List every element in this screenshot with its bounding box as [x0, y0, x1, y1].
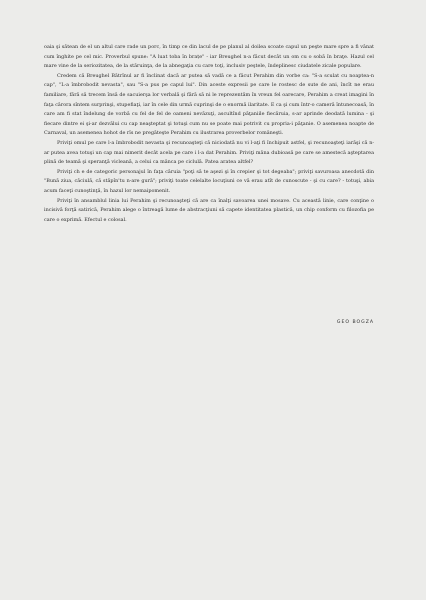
paragraph-1: oaia şi sătean de el un altul care rade un porc, în timp ce din lacul de pe planul al doilea scoate capul un peşte mare spre a fi vânat cum înghite pe cel mic. Proverbul spune: "A luat toba în brațe" - iar Breughel n-a făcut decât un om cu o sobă în braţe. Hazul cel mare vine de la seriozitatea, de la stăruinţa, de la abnegaţia cu care toţi, inclusiv peştele, îndeplinesc ciudatele zicale populare. [44, 44, 374, 70]
paragraph-5: Priviţi în ansamblul linia lui Perahim şi recunoaşteţi că are ca înalţi savoarea unei mosave. Cu această linie, care conţine o incisivă forţă satirică, Perahim alege o întreagă lume de abstracţiuni să capete identitatea plastică, un chip conform cu filozofia pe care o exprimă. Efectul e colosal. [44, 197, 374, 223]
author-signature: GEO BOGZA [336, 320, 374, 325]
body-text [44, 43, 374, 225]
paragraph-2: Credem că Breughel Bătrînul ar fi înclinat dacă ar putea să vadă ce a făcut Perahim din vorbe ca: "S-a sculat cu noaptea-n cap", "L-a îmbrobodit nevasta", sau "S-a pus pe capul lui". Din aceste expresii pe care le rostesc de sute de ani, încît ne erau familiare, fără să trecem însă de sacuierşa lor verbală şi fără să ni le reprezentăm în vreun fel oarecare, Perahim a creat imagini în faţa cărora sîntem surprinşi, stupefiaţi, iar în cele din urmă cuprinşi de o enormă ilaritate. E ca şi cum într-o cameră întunecoasă, în care am fi stat îndelung de vorbă cu fel de fel de oameni nevăzuţi, ascultînd păţaniile fiecăruia, s-ar aprinde deodată lumina - şi fiecare dintre ei şi-ar dezvălui cu cap neaşteptat şi totuşi cum nu se poate mai potrivit cu propria-i păţanie. O asemenea noapte de Carnaval, un asemenea hohot de rîs ne pregăteşte Perahim cu ilustrarea proverbelor româneşti. [44, 72, 374, 137]
paragraph-3: Priviţi omul pe care l-a îmbrobodit nevasta şi recunoaşteţi că niciodată nu vi l-aţi fi închipuit astfel, şi recunoaşteţi iarăşi că n-ar putea avea totuşi un cap mai nimerit decât acela pe care i l-a dat Perahim. Priviţi mâna dubioasă pe care se amestecă aşteptarea plină de teamă şi speranţă vicleană, a celui ca mânca pe ciclulă. Patea aratea altfel? [44, 139, 374, 166]
paragraph-4: Priviţi ch e de categoric personajul în faţa căruia "poţi să te aşezi şi în crepier şi tot degeaba"; priviţi savuroasa anecdotă din "Bună ziua, căciulă, că stăpîn'tu n-are gură"; priviţi toate celelalte locuţiuni ce vă erau atît de cunoscute - şi cu care? - totuşi, abia acum faceţi cunoştinţă, în hazul lor nemaipomenit. [44, 168, 374, 194]
